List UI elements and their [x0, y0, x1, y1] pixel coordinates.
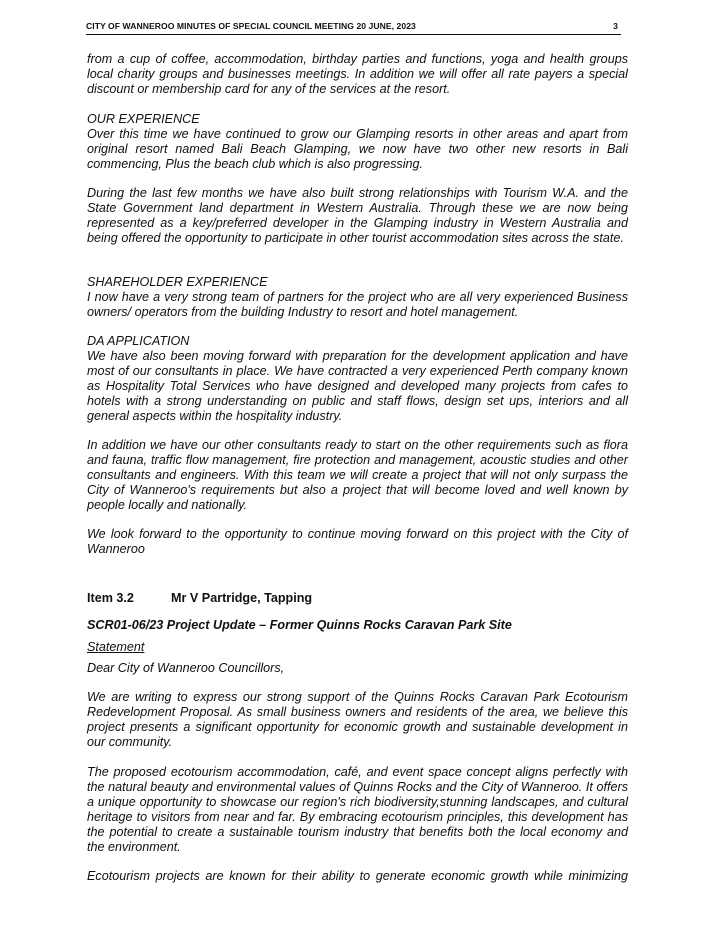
- ecotourism-concept-paragraph: The proposed ecotourism accommodation, café, and event space concept aligns perfectly with the natural beauty and environmental values of Quinns Rocks and the City of Wanneroo. It offers a unique opportunity to showcase our region's rich biodiversity,stunning landscapes, and cultural heritage to visitors from near and far. By embracing ecotourism principles, this development has the potential to create a sustainable tourism industry that benefits both the local economy and the environment.: [87, 765, 628, 855]
- support-paragraph: We are writing to express our strong support of the Quinns Rocks Caravan Park Ecotourism Redevelopment Proposal. As small business owners and residents of the area, we believe this project presents a significant opportunity for economic growth and sustainable development in our community.: [87, 690, 628, 750]
- our-experience-heading: OUR EXPERIENCE: [87, 112, 200, 126]
- relationships-paragraph: During the last few months we have also built strong relationships with Tourism W.A. and the State Government land department in Western Australia. Through these we are now being represented as a key/preferred developer in the Glamping industry in Western Australia and being offered the opportunity to participate in other tourist accommodation sites across the state.: [87, 186, 628, 246]
- statement-label: Statement: [87, 640, 145, 654]
- page-number: 3: [613, 21, 618, 31]
- page-header: [86, 19, 621, 35]
- ecotourism-benefits-paragraph: Ecotourism projects are known for their ability to generate economic growth while minimizing: [87, 869, 628, 883]
- item-speaker: Mr V Partridge, Tapping: [171, 591, 313, 605]
- closing-paragraph: We look forward to the opportunity to continue moving forward on this project with the City of Wanneroo: [87, 527, 628, 557]
- item-number: Item 3.2: [87, 591, 134, 605]
- consultants-paragraph: In addition we have our other consultants ready to start on the other requirements such as flora and fauna, traffic flow management, fire protection and management, acoustic studies and other consultants and engineers. With this team we will create a project that will not only surpass the City of Wanneroo's requirements but also a project that will become loved and well known by people locally and nationally.: [87, 438, 628, 513]
- item-title: SCR01-06/23 Project Update – Former Quinns Rocks Caravan Park Site: [87, 618, 512, 632]
- da-application-heading: DA APPLICATION: [87, 334, 190, 348]
- salutation: Dear City of Wanneroo Councillors,: [87, 661, 285, 675]
- da-application-paragraph: We have also been moving forward with preparation for the development application and have most of our consultants in place. We have contracted a very experienced Perth company known as Hospitality Total Services who have designed and developed many projects from cafes to hotels with a strong understanding on public and staff flows, design set ups, interiors and all general aspects within the hospitality industry.: [87, 349, 628, 424]
- our-experience-paragraph: Over this time we have continued to grow our Glamping resorts in other areas and apart from original resort named Bali Beach Glamping, we now have two other new resorts in Bali commencing, Plus the beach club which is also progressing.: [87, 127, 628, 172]
- shareholder-experience-heading: SHAREHOLDER EXPERIENCE: [87, 275, 268, 289]
- header-title: CITY OF WANNEROO MINUTES OF SPECIAL COUNCIL MEETING 20 JUNE, 2023: [86, 21, 416, 31]
- item-header: [87, 590, 312, 606]
- intro-paragraph: from a cup of coffee, accommodation, birthday parties and functions, yoga and health groups local charity groups and businesses meetings. In addition we will offer all rate payers a special discount or membership card for any of the services at the resort.: [87, 52, 628, 97]
- shareholder-experience-paragraph: I now have a very strong team of partners for the project who are all very experienced Business owners/ operators from the building Industry to resort and hotel management.: [87, 290, 628, 320]
